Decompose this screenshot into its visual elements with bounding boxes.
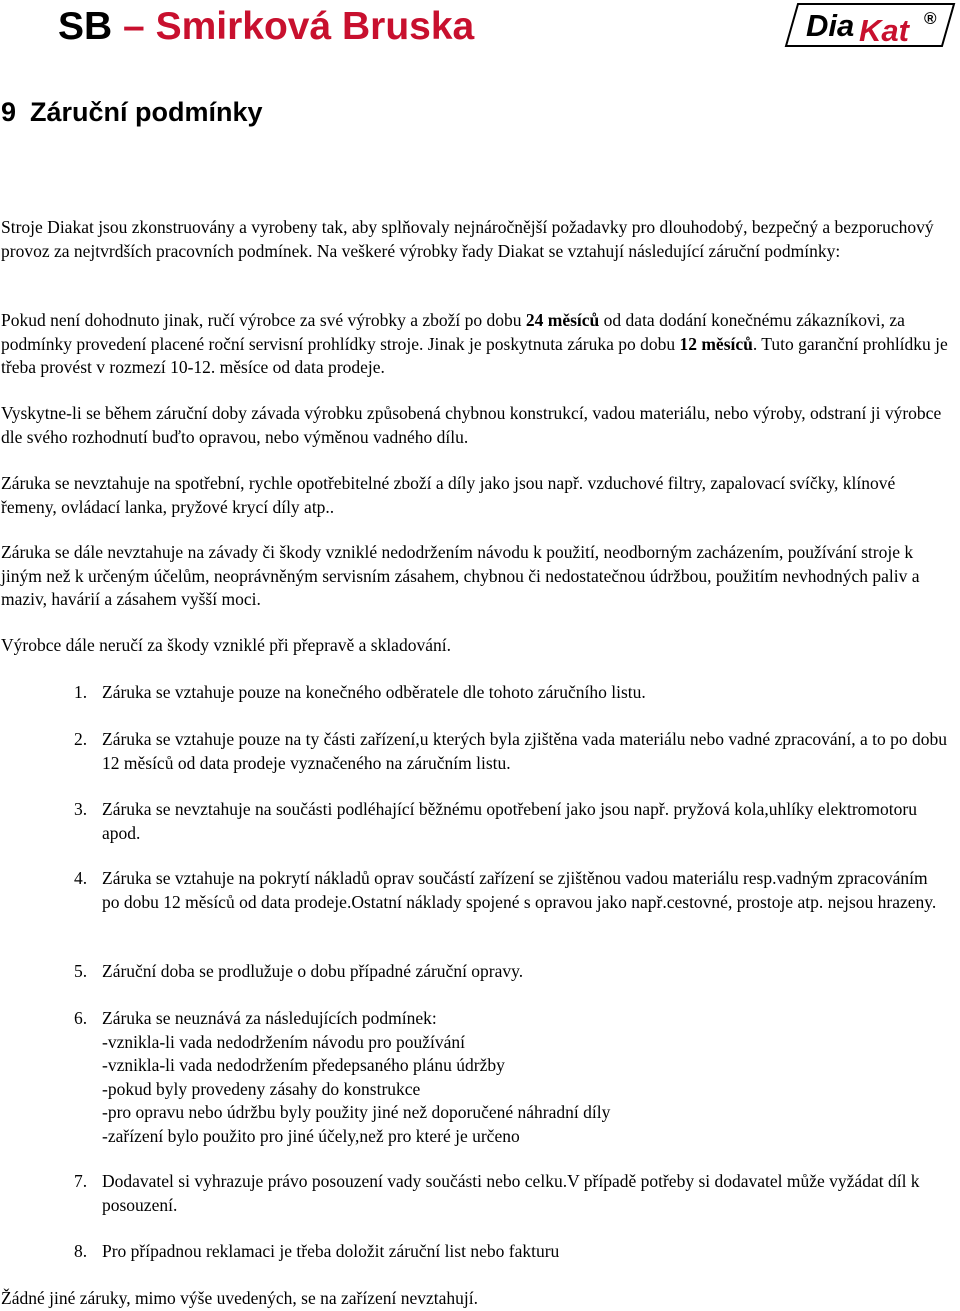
exclusions-paragraph: Záruka se dále nevztahuje na závady či škody vzniklé nedodržením návodu k použití, neodborným zacházením, používání stroje k jiným než k určeným účelům, neoprávněným servisním zásahem, chybnou či nedostatečnou údržbou, použitím nevhodných paliv a maziv, havárií a zásahem vyšší moci. xyxy=(1,542,920,609)
page-header xyxy=(0,0,960,56)
list-item-number: 4. xyxy=(74,868,88,888)
list-item-lead: Záruka se neuznává za následujících podmínek: xyxy=(102,1008,437,1028)
transport-paragraph: Výrobce dále neručí za škody vzniklé při přepravě a skladování. xyxy=(1,635,451,655)
sub-item: -pro opravu nebo údržbu byly použity jiné než doporučené náhradní díly xyxy=(102,1102,611,1122)
list-item-text: Záruční doba se prodlužuje o dobu případné záruční opravy. xyxy=(102,961,524,981)
list-item-number: 7. xyxy=(74,1171,88,1191)
section-heading xyxy=(1,95,263,129)
list-item-text: Záruka se vztahuje na pokrytí nákladů oprav součástí zařízení se zjištěnou vadou materiálu resp.vadným zpracováním po dobu 12 měsíců od data prodeje.Ostatní náklady spojené s opravou jako např.cestovné, prostoje atp. nejsou hrazeny. xyxy=(102,868,937,912)
sub-item: -vznikla-li vada nedodržením předepsaného plánu údržby xyxy=(102,1055,505,1075)
diakat-logo xyxy=(784,2,956,48)
list-item-text: Dodavatel si vyhrazuje právo posouzení vady součásti nebo celku.V případě potřeby si dodavatel může vyžádat díl k posouzení. xyxy=(102,1171,920,1215)
title-dash: – xyxy=(123,5,145,48)
list-item-number: 6. xyxy=(74,1008,88,1028)
warranty-text-2: od data dodání konečnému zákazníkovi, za podmínky provedení placené roční servisní prohlídky stroje. Jinak je poskytnuta záruka po dobu xyxy=(1,310,905,354)
intro-paragraph: Stroje Diakat jsou zkonstruovány a vyrobeny tak, aby splňovaly nejnáročnější požadavky pro dlouhodobý, bezpečný a bezporuchový provoz za nejtvrdších pracovních podmínek. Na veškeré výrobky řady Diakat se vztahují následující záruční podmínky: xyxy=(1,217,934,261)
warranty-term-paragraph xyxy=(1,309,951,380)
logo-registered-mark: ® xyxy=(924,9,937,28)
title-code: SB xyxy=(58,5,113,48)
list-item-number: 3. xyxy=(74,799,88,819)
warranty-period-24: 24 měsíců xyxy=(525,310,600,330)
warranty-text-1: Pokud není dohodnuto jinak, ručí výrobce za své výrobky a zboží po dobu xyxy=(1,310,526,330)
closing-paragraph: Žádné jiné záruky, mimo výše uvedených, se na zařízení nevztahují. xyxy=(1,1288,479,1308)
list-item-number: 5. xyxy=(74,961,88,981)
consumables-paragraph: Záruka se nevztahuje na spotřební, rychle opotřebitelné zboží a díly jako jsou např. vzduchové filtry, zapalovací svíčky, klínové řemeny, ovládací lanka, pryžové krycí díly atp.. xyxy=(1,473,896,517)
list-item-number: 8. xyxy=(74,1241,88,1261)
list-item-text: Záruka se vztahuje pouze na konečného odběratele dle tohoto záručního listu. xyxy=(102,682,646,702)
title-product-name: Smirková Bruska xyxy=(155,5,475,48)
warranty-period-12: 12 měsíců xyxy=(679,333,753,354)
section-title: Záruční podmínky xyxy=(30,97,263,127)
logo-text-dia: Dia xyxy=(806,8,855,43)
sub-item: -zařízení bylo použito pro jiné účely,než pro které je určeno xyxy=(102,1125,520,1146)
logo-text-kat: Kat xyxy=(859,13,909,48)
list-item-number: 1. xyxy=(74,682,88,702)
sub-item: -pokud byly provedeny zásahy do konstrukce xyxy=(102,1078,421,1099)
list-item-number: 2. xyxy=(74,729,88,749)
warranty-text-3: . Tuto garanční prohlídku je třeba provést v rozmezí 10-12. měsíce od data prodeje. xyxy=(1,333,948,377)
defects-paragraph: Vyskytne-li se během záruční doby závada výrobku způsobená chybnou konstrukcí, vadou materiálu, nebo výroby, odstraní ji výrobce dle svého rozhodnutí buďto opravou, nebo výměnou vadného dílu. xyxy=(1,403,942,447)
list-item-text: Záruka se nevztahuje na součásti podléhající běžnému opotřebení jako jsou např. pryžová kola,uhlíky elektromotoru apod. xyxy=(102,799,917,843)
list-item-text: Pro případnou reklamaci je třeba doložit záruční list nebo fakturu xyxy=(102,1241,560,1261)
sub-item: -vznikla-li vada nedodržením návodu pro používání xyxy=(102,1031,466,1052)
list-item-text: Záruka se vztahuje pouze na ty části zařízení,u kterých byla zjištěna vada materiálu nebo vadné zpracování, a to po dobu 12 měsíců od data prodeje vyznačeného na záručním listu. xyxy=(102,729,947,773)
document-title xyxy=(58,2,474,52)
list-item-text xyxy=(102,1007,947,1148)
section-number: 9 xyxy=(1,97,17,127)
